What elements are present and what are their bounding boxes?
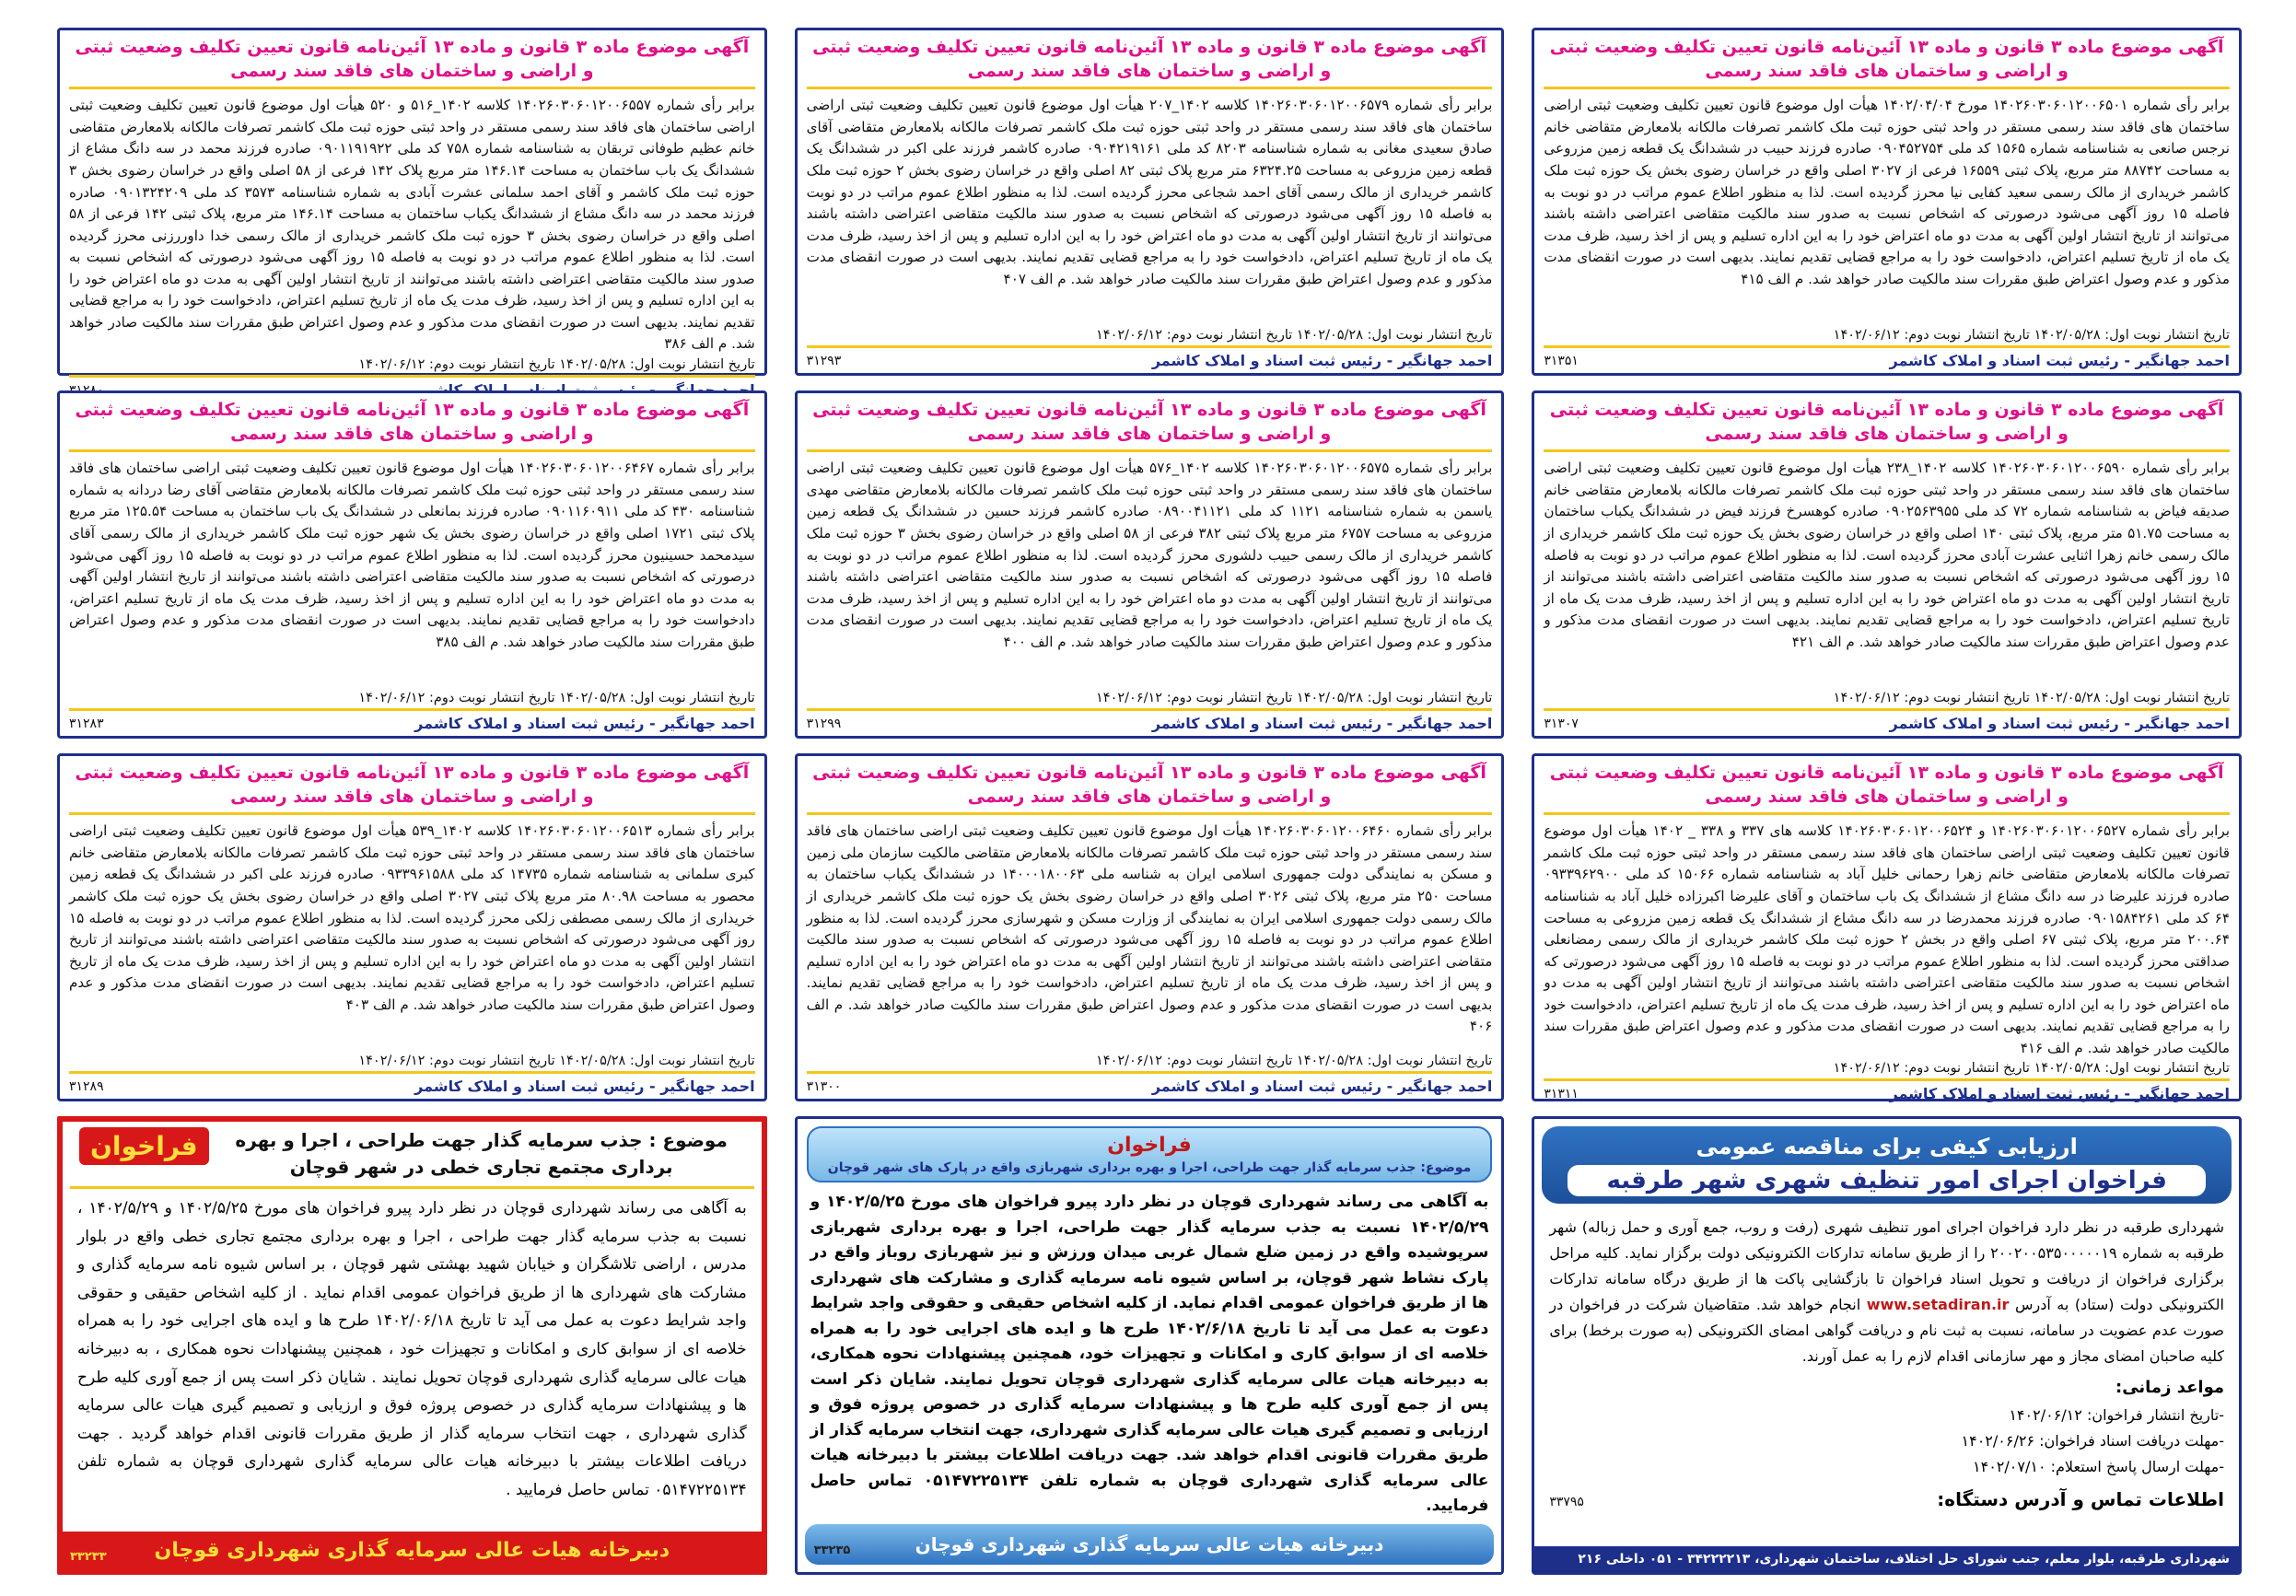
ad-code: ۳۱۳۵۱: [1544, 353, 1579, 368]
invest-blue-subtitle: موضوع: جذب سرمایه گذار جهت طراحی، اجرا و بهره برداری شهربازی واقع در پارک های شهر قوچان: [827, 1160, 1472, 1175]
ad-dates: تاریخ انتشار نوبت اول: ۱۴۰۲/۰۵/۲۸ تاریخ انتشار نوبت دوم: ۱۴۰۲/۰۶/۱۲: [1833, 691, 2230, 705]
ad-dates: تاریخ انتشار نوبت اول: ۱۴۰۲/۰۵/۲۸ تاریخ انتشار نوبت دوم: ۱۴۰۲/۰۶/۱۲: [358, 1054, 755, 1068]
ad-signature: احمد جهانگیر - رئیس ثبت اسناد و املاک کاشمر: [1889, 352, 2230, 369]
contact-title: اطلاعات تماس و آدرس دستگاه:: [1937, 1487, 2224, 1510]
ad-footer: [1544, 345, 2230, 369]
ad-title: آگهی موضوع ماده ۳ قانون و ماده ۱۳ آئین‌نامه قانون تعیین تکلیف وضعیت ثبتی و اراضی و ساختمان های فاقد سند رسمی: [69, 762, 755, 815]
tender-subtitle: فراخوان اجرای امور تنظیف شهری شهر طرقبه: [1568, 1165, 2206, 1196]
ad-body: برابر رأی شماره ۱۴۰۲۶۰۳۰۶۰۱۲۰۰۶۴۶۷ هیأت اول موضوع قانون تعیین تکلیف وضعیت ثبتی اراضی ساختمان های فاقد سند رسمی مستقر در واحد ثبتی حوزه ثبت ملک کاشمر تصرفات مالکانه بلامعارض متقاضی آقای رضا دردانه به شماره شناسنامه ۴۳۰ کد ملی ۰۹۰۱۱۶۰۹۱۱ صادره فرزند بمانعلی در ششدانگ یک باب ساختمان به مساحت ۱۲۵.۵۴ متر مربع پلاک ثبتی ۱۷۲۱ اصلی واقع در خراسان رضوی بخش یک شهر حوزه ثبت ملک کاشمر خریداری از مالک رسمی آقای سیدمحمد حسینیون محرز گردیده است. لذا به منظور اطلاع عموم مراتب در دو نوبت به فاصله ۱۵ روز آگهی می‌شود درصورتی که اشخاص نسبت به صدور سند مالکیت متقاضی اعتراضی داشته باشند می‌توانند از تاریخ انتشار اولین آگهی به مدت دو ماه اعتراض خود را به این اداره تسلیم و پس از اخذ رسید، ظرف مدت یک ماه از تاریخ تسلیم اعتراض، دادخواست خود را به مراجع قضایی تقدیم نمایند. بدیهی است در صورت انقضای مدت مذکور و عدم وصول اعتراض طبق مقررات سند مالکیت صادر خواهد شد. م الف ۳۸۵: [69, 460, 755, 650]
ad-title: آگهی موضوع ماده ۳ قانون و ماده ۱۳ آئین‌نامه قانون تعیین تکلیف وضعیت ثبتی و اراضی و ساختمان های فاقد سند رسمی: [1544, 36, 2230, 89]
ad-signature: احمد جهانگیر - رئیس ثبت اسناد و املاک کاشمر: [414, 1078, 755, 1095]
invest-red-title: موضوع : جذب سرمایه گذار جهت طراحی ، اجرا و بهره برداری مجتمع تجاری خطی در شهر قوچان: [235, 1129, 728, 1178]
ad-title: آگهی موضوع ماده ۳ قانون و ماده ۱۳ آئین‌نامه قانون تعیین تکلیف وضعیت ثبتی و اراضی و ساختمان های فاقد سند رسمی: [1544, 762, 2230, 815]
ad-body: برابر رأی شماره ۱۴۰۲۶۰۳۰۶۰۱۲۰۰۶۵۱۳ کلاسه ۱۴۰۲_۵۳۹ هیأت اول موضوع قانون تعیین تکلیف وضعیت ثبتی اراضی ساختمان های فاقد سند رسمی مستقر در واحد ثبتی حوزه ثبت ملک کاشمر تصرفات مالکانه بلامعارض متقاضی خانم کبری سلمانی به شناسنامه شماره ۱۴۷۳۵ کد ملی ۰۹۳۳۹۶۱۵۸۸ صادره فرزند علی اکبر در ششدانگ یک قطعه زمین محصور به مساحت ۸۰.۹۸ متر مربع پلاک ثبتی ۳۰۲۷ اصلی واقع در خراسان رضوی بخش یک حوزه ثبت ملک کاشمر خریداری از مالک رسمی مصطفی زلکی محرز گردیده است. لذا به منظور اطلاع عموم مراتب در دو نوبت به فاصله ۱۵ روز آگهی می‌شود درصورتی که اشخاص نسبت به صدور سند مالکیت متقاضی اعتراضی داشته باشند می‌توانند از تاریخ انتشار اولین آگهی به مدت دو ماه اعتراض خود را به این اداره تسلیم و پس از اخذ رسید، ظرف مدت یک ماه از تاریخ تسلیم اعتراض، دادخواست خود را به مراجع قضایی تقدیم نمایند. بدیهی است در صورت انقضای مدت مذکور و عدم وصول اعتراض طبق مقررات سند مالکیت صادر خواهد شد. م الف ۴۰۳: [69, 822, 755, 1013]
ad-body: برابر رأی شماره ۱۴۰۲۶۰۳۰۶۰۱۲۰۰۶۵۲۷ و ۱۴۰۲۶۰۳۰۶۰۱۲۰۰۶۵۲۴ کلاسه های ۳۳۷ و ۳۳۸ _ ۱۴۰۲ هیأت اول موضوع قانون تعیین تکلیف وضعیت ثبتی اراضی ساختمان های فاقد سند رسمی مستقر در واحد ثبتی حوزه ثبت ملک کاشمر تصرفات مالکانه بلامعارض متقاضی خانم زهرا رحمانی خلیل آباد به شناسنامه شماره ۱۵۰۶۶ کد ملی ۰۹۳۳۹۶۲۹۰۰ صادره فرزند علیرضا در سه دانگ مشاع از ششدانگ یک باب ساختمان و آقای علیرضا اکبرزاده خلیل آباد به شناسنامه ۶۴ کد ملی ۰۹۰۱۵۸۴۲۶۱ صادره فرزند محمدرضا در سه دانگ مشاع از ششدانگ یک قطعه زمین مزروعی به مساحت ۲۰۰.۶۴ متر مربع، پلاک ثبتی ۶۷ اصلی واقع در بخش ۲ حوزه ثبت ملک کاشمر خریداری از مالک رسمی رمضانعلی صداقتی محرز گردیده است. لذا به منظور اطلاع عموم مراتب در دو نوبت به فاصله ۱۵ روز آگهی می‌شود درصورتی که اشخاص نسبت به صدور سند مالکیت متقاضی اعتراضی داشته باشند می‌توانند از تاریخ انتشار اولین آگهی به مدت دو ماه اعتراض خود را به این اداره تسلیم و پس از اخذ رسید، ظرف مدت یک ماه از تاریخ تسلیم اعتراض، دادخواست خود را به مراجع قضایی تقدیم نمایند. بدیهی است در صورت انقضای مدت مذکور و عدم وصول اعتراض طبق مقررات سند مالکیت صادر خواهد شد. م الف ۴۱۶: [1544, 822, 2231, 1056]
ad-body: برابر رأی شماره ۱۴۰۲۶۰۳۰۶۰۱۲۰۰۶۵۷۵ کلاسه ۱۴۰۲_۵۷۶ هیأت اول موضوع قانون تعیین تکلیف وضعیت ثبتی اراضی ساختمان های فاقد سند رسمی مستقر در واحد ثبتی حوزه ثبت ملک کاشمر تصرفات مالکانه بلامعارض متقاضی مهدی یاسمن به شماره شناسنامه ۱۱۲۱ کد ملی ۰۸۹۰۰۴۱۱۲۱ صادره کاشمر فرزند حسین در ششدانگ یک قطعه زمین مزروعی به مساحت ۶۷۵۷ متر مربع پلاک ثبتی ۳۸۲ فرعی از ۵۸ اصلی واقع در خراسان رضوی بخش ۳ حوزه ثبت ملک کاشمر خریداری از مالک رسمی حبیب دلشوری محرز گردیده است. لذا به منظور اطلاع عموم مراتب در دو نوبت به فاصله ۱۵ روز آگهی می‌شود درصورتی که اشخاص نسبت به صدور سند مالکیت متقاضی اعتراضی داشته باشند می‌توانند از تاریخ انتشار اولین آگهی به مدت دو ماه اعتراض خود را به این اداره تسلیم و پس از اخذ رسید، ظرف مدت یک ماه از تاریخ تسلیم اعتراض، دادخواست خود را به مراجع قضایی تقدیم نمایند. بدیهی است در صورت انقضای مدت مذکور و عدم وصول اعتراض طبق مقررات سند مالکیت صادر خواهد شد. م الف ۴۰۰: [806, 460, 1493, 650]
ad-title: آگهی موضوع ماده ۳ قانون و ماده ۱۳ آئین‌نامه قانون تعیین تکلیف وضعیت ثبتی و اراضی و ساختمان های فاقد سند رسمی: [807, 399, 1493, 452]
ad-body: برابر رأی شماره ۱۴۰۲۶۰۳۰۶۰۱۲۰۰۶۵۷۹ کلاسه ۱۴۰۲_۲۰۷ هیأت اول موضوع قانون تعیین تکلیف وضعیت ثبتی اراضی ساختمان های فاقد سند رسمی مستقر در واحد ثبتی حوزه ثبت ملک کاشمر تصرفات مالکانه بلامعارض متقاضی آقای صادق سعیدی مغانی به شماره شناسنامه ۸۲۰۳ کد ملی ۰۹۰۴۲۱۹۱۶۱ صادره کاشمر فرزند علی اکبر در ششدانگ یک قطعه زمین مزروعی به مساحت ۶۳۲۴.۲۵ متر مربع پلاک ثبتی ۸۲ اصلی واقع در خراسان رضوی بخش ۲ حوزه ثبت ملک کاشمر خریداری از مالک رسمی آقای احمد شجاعی محرز گردیده است. لذا به منظور اطلاع عموم مراتب در دو نوبت به فاصله ۱۵ روز آگهی می‌شود درصورتی که اشخاص نسبت به صدور سند مالکیت متقاضی اعتراضی داشته باشند می‌توانند از تاریخ انتشار اولین آگهی به مدت دو ماه اعتراض خود را به این اداره تسلیم و پس از اخذ رسید، ظرف مدت یک ماه از تاریخ تسلیم اعتراض، دادخواست خود را به مراجع قضایی تقدیم نمایند. بدیهی است در صورت انقضای مدت مذکور و عدم وصول اعتراض طبق مقررات سند مالکیت صادر خواهد شد. م الف ۴۰۷: [806, 97, 1493, 287]
ad-signature: احمد جهانگیر - رئیس ثبت اسناد و املاک کاشمر: [1889, 715, 2230, 732]
ad-code: ۳۱۳۰۰: [806, 1078, 842, 1094]
ad-code: ۳۱۲۹۳: [806, 353, 842, 368]
ad-title: آگهی موضوع ماده ۳ قانون و ماده ۱۳ آئین‌نامه قانون تعیین تکلیف وضعیت ثبتی و اراضی و ساختمان های فاقد سند رسمی: [1544, 399, 2230, 452]
setad-link[interactable]: www.setadiran.ir: [1866, 1296, 2010, 1313]
ad-dates: تاریخ انتشار نوبت اول: ۱۴۰۲/۰۵/۲۸ تاریخ انتشار نوبت دوم: ۱۴۰۲/۰۶/۱۲: [1833, 328, 2230, 343]
invest-blue-title: فراخوان: [1107, 1134, 1192, 1157]
registry-ad: [57, 753, 767, 1101]
ad-dates: تاریخ انتشار نوبت اول: ۱۴۰۲/۰۵/۲۸ تاریخ انتشار نوبت دوم: ۱۴۰۲/۰۶/۱۲: [1833, 1061, 2230, 1077]
contact-row: [1549, 1480, 2224, 1516]
tender-footer: شهرداری طرقبه، بلوار معلم، جنب شورای حل اختلاف، ساختمان شهرداری، ۳۴۲۲۲۲۱۳ - ۰۵۱ داخلی ۲۱۶: [1534, 1546, 2239, 1572]
ad-title: آگهی موضوع ماده ۳ قانون و ماده ۱۳ آئین‌نامه قانون تعیین تکلیف وضعیت ثبتی و اراضی و ساختمان های فاقد سند رسمی: [69, 36, 755, 89]
invest-blue-code: ۳۳۲۳۵: [813, 1544, 851, 1557]
timing-item: -مهلت دریافت اسناد فراخوان: ۱۴۰۲/۰۶/۲۶: [1961, 1431, 2224, 1450]
ad-body: برابر رأی شماره ۱۴۰۲۶۰۳۰۶۰۱۲۰۰۶۴۶۰ هیأت اول موضوع قانون تعیین تکلیف وضعیت ثبتی اراضی ساختمان های فاقد سند رسمی مستقر در واحد ثبتی حوزه ثبت ملک کاشمر تصرفات مالکانه بلامعارض متقاضی مالکیت سازمان ملی زمین و مسکن به نمایندگی دولت جمهوری اسلامی ایران به شناسه ملی ۱۴۰۰۰۱۸۰۰۶۳ در ششدانگ یکباب ساختمان به مساحت ۲۵۰ متر مربع، پلاک ثبتی ۳۰۲۶ اصلی واقع در خراسان رضوی بخش یک حوزه ثبت ملک کاشمر خریداری از مالک رسمی دولت جمهوری اسلامی ایران به نمایندگی از وزارت مسکن و شهرسازی محرز گردیده است. لذا به منظور اطلاع عموم مراتب در دو نوبت به فاصله ۱۵ روز آگهی می‌شود درصورتی که اشخاص نسبت به صدور سند مالکیت متقاضی اعتراضی داشته باشند می‌توانند از تاریخ انتشار اولین آگهی به مدت دو ماه اعتراض خود را به این اداره تسلیم و پس از اخذ رسید، ظرف مدت یک ماه از تاریخ تسلیم اعتراض، دادخواست خود را به مراجع قضایی تقدیم نمایند. بدیهی است در صورت انقضای مدت مذکور و عدم وصول اعتراض طبق مقررات سند مالکیت صادر خواهد شد. م الف ۴۰۶: [806, 822, 1493, 1035]
ad-footer: [1544, 1078, 2230, 1102]
ads-grid: [57, 28, 2242, 1575]
ad-dates: تاریخ انتشار نوبت اول: ۱۴۰۲/۰۵/۲۸ تاریخ انتشار نوبت دوم: ۱۴۰۲/۰۶/۱۲: [358, 357, 755, 373]
invest-blue-footer: [805, 1524, 1495, 1565]
ad-footer: [807, 708, 1493, 732]
invest-red-code: ۳۳۲۳۳: [70, 1550, 107, 1564]
tender-text-1: شهرداری طرقبه در نظر دارد فراخوان اجرای امور تنظیف شهری (رفت و روب، جمع آوری و حمل زباله) شهر طرقبه به شماره ۲۰۰۲۰۰۵۳۵۰۰۰۰۰۱۹ را از طریق سامانه تدارکات الکترونیکی دولت برگزار نماید. کلیه مراحل برگزاری فراخوان از دریافت و تحویل اسناد فراخوان تا بازگشایی پاکت ها از طریق درگاه سامانه تدارکات الکترونیکی دولت (ستاد) به آدرس: [1549, 1218, 2225, 1313]
ad-signature: احمد جهانگیر - رئیس ثبت اسناد و املاک کاشمر: [1151, 715, 1493, 732]
registry-ad: [1532, 28, 2242, 376]
ad-dates: تاریخ انتشار نوبت اول: ۱۴۰۲/۰۵/۲۸ تاریخ انتشار نوبت دوم: ۱۴۰۲/۰۶/۱۲: [1096, 1054, 1493, 1068]
ad-body: برابر رأی شماره ۱۴۰۲۶۰۳۰۶۰۱۲۰۰۶۵۹۰ کلاسه ۱۴۰۲_۲۳۸ هیأت اول موضوع قانون تعیین تکلیف وضعیت ثبتی اراضی ساختمان های فاقد سند رسمی مستقر در واحد ثبتی حوزه ثبت ملک کاشمر تصرفات مالکانه بلامعارض متقاضی خانم صدیقه فیاض به شناسنامه شماره ۷۲ کد ملی ۰۹۰۲۵۶۳۹۵۵ صادره کوهسرخ فرزند فیض در ششدانگ یکباب ساختمان به مساحت ۵۱.۷۵ متر مربع، پلاک ثبتی ۱۴۰ اصلی واقع در خراسان رضوی بخش یک حوزه ثبت ملک کاشمر خریداری از مالک رسمی خانم زهرا اثنایی عشرت آبادی محرز گردیده است. لذا به منظور اطلاع عموم مراتب در دو نوبت به فاصله ۱۵ روز آگهی می‌شود درصورتی که اشخاص نسبت به صدور سند مالکیت متقاضی اعتراضی داشته باشند می‌توانند از تاریخ انتشار اولین آگهی به مدت دو ماه اعتراض خود را به این اداره تسلیم و پس از اخذ رسید، ظرف مدت یک ماه از تاریخ تسلیم اعتراض، دادخواست خود را به مراجع قضایی تقدیم نمایند. بدیهی است در صورت انقضای مدت مذکور و عدم وصول اعتراض طبق مقررات سند مالکیت صادر خواهد شد. م الف ۴۲۱: [1544, 460, 2230, 650]
registry-ad: [57, 28, 767, 376]
invest-red-footer: [63, 1532, 762, 1569]
ad-code: ۳۱۳۱۱: [1544, 1086, 1579, 1101]
ad-footer: [69, 708, 755, 732]
ad-body: برابر رأی شماره ۱۴۰۲۶۰۳۰۶۰۱۲۰۰۶۵۰۱ مورخ ۱۴۰۲/۰۴/۰۴ هیأت اول موضوع قانون تعیین تکلیف وضعیت ثبتی اراضی ساختمان های فاقد سند رسمی مستقر در واحد ثبتی حوزه ثبت ملک کاشمر تصرفات مالکانه بلامعارض متقاضی خانم نرجس صانعی به شناسنامه شماره ۱۵۶۵ کد ملی ۰۹۰۴۵۲۷۵۴ صادره فرزند حبیب در ششدانگ یک قطعه زمین مزروعی به مساحت ۸۸۷۴۲ متر مربع، پلاک ثبتی ۱۶۵۵۹ فرعی از ۳۰۲۷ اصلی واقع در خراسان رضوی بخش یک حوزه ثبت ملک کاشمر خریداری از مالک رسمی سعید کفایی نیا محرز گردیده است. لذا به منظور اطلاع عموم مراتب در دو نوبت به فاصله ۱۵ روز آگهی می‌شود درصورتی که اشخاص نسبت به صدور سند مالکیت متقاضی اعتراضی داشته باشند می‌توانند از تاریخ انتشار اولین آگهی به مدت دو ماه اعتراض خود را به این اداره تسلیم و پس از اخذ رسید، ظرف مدت یک ماه از تاریخ تسلیم اعتراض، دادخواست خود را به مراجع قضایی تقدیم نمایند. بدیهی است در صورت انقضای مدت مذکور و عدم وصول اعتراض طبق مقررات سند مالکیت صادر خواهد شد. م الف ۴۱۵: [1544, 97, 2230, 287]
ad-body: برابر رأی شماره ۱۴۰۲۶۰۳۰۶۰۱۲۰۰۶۵۵۷ کلاسه ۱۴۰۲_۵۱۶ و ۵۲۰ هیأت اول موضوع قانون تعیین تکلیف وضعیت ثبتی اراضی ساختمان های فاقد سند رسمی مستقر در واحد ثبتی حوزه ثبت ملک کاشمر تصرفات مالکانه بلامعارض متقاضی خانم عظیم طوفانی تربقان به شناسنامه شماره ۷۵۸ کد ملی ۰۹۰۱۱۹۱۹۲۲ صادره فرزند محمد در سه دانگ مشاع از ششدانگ یک باب ساختمان به مساحت ۱۴۶.۱۴ متر مربع پلاک ۱۴۲ فرعی از ۵۸ اصلی واقع در خراسان رضوی بخش ۳ حوزه ثبت ملک کاشمر و آقای احمد سلمانی عشرت آبادی به شماره شناسنامه ۳۵۷۳ کد ملی ۰۹۰۱۳۲۴۲۰۹ صادره فرزند محمد در سه دانگ مشاع از ششدانگ یکباب ساختمان به مساحت ۱۴۶.۱۴ متر مربع، پلاک ثبتی ۱۴۲ فرعی از ۵۸ اصلی واقع در خراسان رضوی بخش ۳ حوزه ثبت ملک کاشمر خریداری از مالک رسمی خدا داوررزنی محرز گردیده است. لذا به منظور اطلاع عموم مراتب در دو نوبت به فاصله ۱۵ روز آگهی می‌شود درصورتی که اشخاص نسبت به صدور سند مالکیت متقاضی اعتراضی داشته باشند می‌توانند از تاریخ انتشار اولین آگهی به مدت دو ماه اعتراض خود را به این اداره تسلیم و پس از اخذ رسید، ظرف مدت یک ماه از تاریخ تسلیم اعتراض، دادخواست خود را به مراجع قضایی تقدیم نمایند. بدیهی است در صورت انقضای مدت مذکور و عدم وصول اعتراض طبق مقررات سند مالکیت صادر خواهد شد. م الف ۳۸۶: [69, 97, 755, 353]
invest-blue-footer-text: دبیرخانه هیات عالی سرمایه گذاری شهرداری قوچان: [915, 1533, 1384, 1555]
ad-code: ۳۱۲۸۳: [69, 716, 104, 731]
invest-red-badge: فراخوان: [79, 1127, 209, 1165]
ad-signature: احمد جهانگیر - رئیس ثبت اسناد و املاک کاشمر: [414, 715, 755, 732]
timing-item: -مهلت ارسال پاسخ استعلام: ۱۴۰۲/۰۷/۱۰: [1973, 1457, 2224, 1475]
invest-ad-red: [57, 1116, 767, 1575]
registry-ad: [795, 28, 1505, 376]
registry-ad: [1532, 390, 2242, 739]
ad-title: آگهی موضوع ماده ۳ قانون و ماده ۱۳ آئین‌نامه قانون تعیین تکلیف وضعیت ثبتی و اراضی و ساختمان های فاقد سند رسمی: [807, 762, 1493, 815]
invest-red-body: به آگاهی می رساند شهرداری قوچان در نظر دارد پیرو فراخوان های مورخ ۱۴۰۲/۵/۲۵ و ۱۴۰۲/۵/۲۹ ، نسبت به جذب سرمایه گذار جهت طراحی ، اجرا و بهره برداری مجتمع تجاری خطی واقع در بلوار مدرس ، اراضی تلاشگران و خیابان شهید بهشتی شهر قوچان ، بر اساس شیوه نامه سرمایه گذاری و مشارکت های شهرداری ها از طریق فراخوان عمومی اقدام نماید . از کلیه اشخاص حقیقی و حقوقی واجد شرایط دعوت به عمل می آید تا تاریخ ۱۴۰۲/۰۶/۱۸ طرح ها و ایده های اجرایی خود را به همراه خلاصه ای از سوابق کاری و امکانات و تجهیزات خود ، همچنین پیشنهادات نحوه همکاری ، به دبیرخانه هیات عالی سرمایه گذاری شهرداری قوچان تحویل نمایند . شایان ذکر است پس از جمع آوری کلیه طرح ها و پیشنهادات سرمایه گذاری در خصوص پروژه فوق و ارزیابی و تصمیم گیری هیات عالی سرمایه گذاری شهرداری ، جهت انتخاب سرمایه گذار از طریق مقررات قانونی اقدام خواهد گردید . جهت دریافت اطلاعات بیشتر با دبیرخانه هیات عالی سرمایه گذاری شهرداری قوچان به شماره تلفن ۰۵۱۴۷۲۲۵۱۳۴ تماس حاصل فرمایید .: [77, 1199, 747, 1499]
registry-ad: [57, 390, 767, 739]
tender-code: ۳۳۷۹۵: [1549, 1494, 1584, 1509]
registry-ad: [795, 753, 1505, 1101]
ad-signature: احمد جهانگیر - رئیس ثبت اسناد و املاک کاشمر: [1889, 1085, 2230, 1103]
ad-title: آگهی موضوع ماده ۳ قانون و ماده ۱۳ آئین‌نامه قانون تعیین تکلیف وضعیت ثبتی و اراضی و ساختمان های فاقد سند رسمی: [69, 399, 755, 452]
ad-footer: [807, 1071, 1493, 1095]
tender-text-2: انجام خواهد شد. متقاضیان شرکت در فراخوان در صورت عدم عضویت در سامانه، نسبت به ثبت نام و دریافت گواهی امضای الکترونیکی (به صورت برخط) برای کلیه صاحبان امضای مجاز و مهر سازمانی اقدام لازم را به عمل آورند.: [1549, 1296, 2224, 1365]
ad-code: ۳۱۲۹۹: [806, 716, 842, 731]
ad-footer: [1544, 708, 2230, 732]
ad-signature: احمد جهانگیر - رئیس ثبت اسناد و املاک کاشمر: [1151, 1078, 1493, 1095]
ad-dates: تاریخ انتشار نوبت اول: ۱۴۰۲/۰۵/۲۸ تاریخ انتشار نوبت دوم: ۱۴۰۲/۰۶/۱۲: [358, 691, 755, 705]
invest-ad-blue: [795, 1116, 1505, 1575]
ad-footer: [807, 345, 1493, 369]
ad-code: ۳۱۳۰۷: [1544, 716, 1579, 731]
invest-blue-body: به آگاهی می رساند شهرداری قوچان در نظر دارد پیرو فراخوان های مورخ ۱۴۰۲/۵/۲۵ و ۱۴۰۲/۵/۲۹ نسبت به جذب سرمایه گذار جهت طراحی، اجرا و بهره برداری شهربازی سرپوشیده واقع در زمین ضلع شمال غربی میدان ورزش و نیز شهربازی روباز واقع در پارک نشاط شهر قوچان، بر اساس شیوه نامه سرمایه گذاری و مشارکت های شهرداری ها از طریق فراخوان عمومی اقدام نماید. از کلیه اشخاص حقیقی و حقوقی واجد شرایط دعوت به عمل می آید تا تاریخ ۱۴۰۲/۶/۱۸ طرح ها و ایده های اجرایی خود را به همراه خلاصه ای از سوابق کاری و امکانات و تجهیزات خود، همچنین پیشنهادات نحوه همکاری، به دبیرخانه هیات عالی سرمایه گذاری شهرداری قوچان تحویل نمایند. شایان ذکر است پس از جمع آوری کلیه طرح ها و پیشنهادات سرمایه گذاری در خصوص پروژه فوق و ارزیابی و تصمیم گیری هیات عالی سرمایه گذاری شهرداری، جهت انتخاب سرمایه گذار از طریق مقررات قانونی اقدام خواهد شد. جهت دریافت اطلاعات بیشتر با دبیرخانه هیات عالی سرمایه گذاری شهرداری قوچان به شماره تلفن ۰۵۱۴۷۲۲۵۱۳۴ تماس حاصل فرمایید.: [810, 1193, 1489, 1516]
tender-body: [1534, 1211, 2239, 1546]
timing-item: -تاریخ انتشار فراخوان: ۱۴۰۲/۰۶/۱۲: [2009, 1405, 2224, 1424]
invest-blue-header: [807, 1126, 1493, 1182]
tender-title: ارزیابی کیفی برای مناقصه عمومی: [1696, 1134, 2078, 1159]
invest-red-footer-text: دبیرخانه هیات عالی سرمایه گذاری شهرداری قوچان: [154, 1539, 670, 1562]
ad-signature: احمد جهانگیر - رئیس ثبت اسناد و املاک کاشمر: [1151, 352, 1493, 369]
timing-title: مواعد زمانی:: [2115, 1378, 2224, 1397]
invest-red-header: [70, 1122, 754, 1189]
tender-ad: [1532, 1116, 2242, 1575]
registry-ad: [795, 390, 1505, 739]
ad-dates: تاریخ انتشار نوبت اول: ۱۴۰۲/۰۵/۲۸ تاریخ انتشار نوبت دوم: ۱۴۰۲/۰۶/۱۲: [1096, 328, 1493, 343]
ad-code: ۳۱۲۸۹: [69, 1078, 104, 1094]
ad-title: آگهی موضوع ماده ۳ قانون و ماده ۱۳ آئین‌نامه قانون تعیین تکلیف وضعیت ثبتی و اراضی و ساختمان های فاقد سند رسمی: [807, 36, 1493, 89]
tender-header: [1542, 1126, 2232, 1204]
registry-ad: [1532, 753, 2242, 1101]
ad-dates: تاریخ انتشار نوبت اول: ۱۴۰۲/۰۵/۲۸ تاریخ انتشار نوبت دوم: ۱۴۰۲/۰۶/۱۲: [1096, 691, 1493, 705]
ad-footer: [69, 1071, 755, 1095]
